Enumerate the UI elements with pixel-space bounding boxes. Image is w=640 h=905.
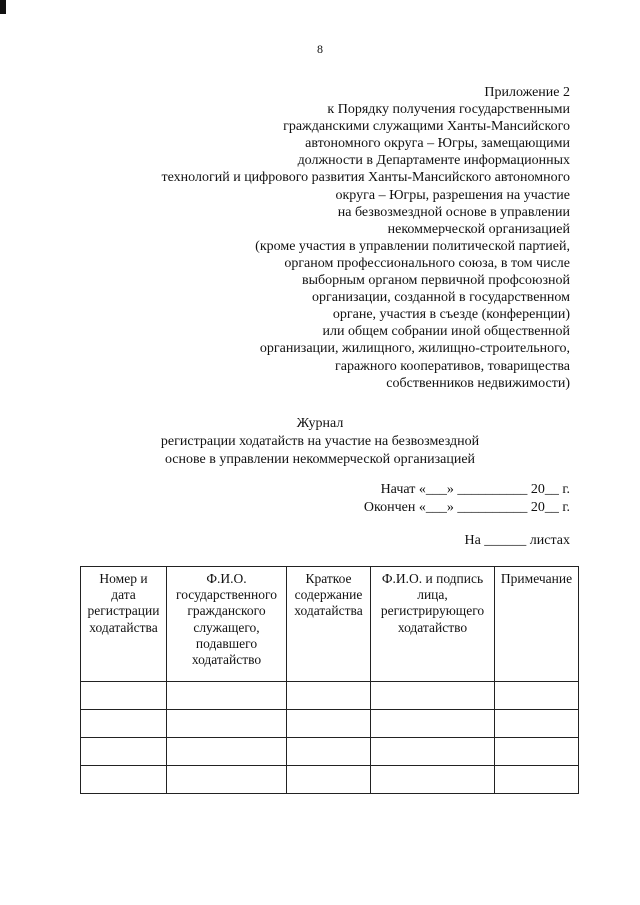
table-cell [81, 682, 167, 710]
table-row [81, 682, 579, 710]
appendix-line: организации, жилищного, жилищно-строительного, [259, 341, 570, 357]
table-cell [167, 682, 287, 710]
table-cell [371, 710, 495, 738]
appendix-line: Приложение 2 [484, 85, 570, 100]
sheet-count-line: На ______ листах [464, 533, 570, 548]
appendix-line: гаражного кооперативов, товарищества [335, 358, 570, 374]
table-cell [167, 738, 287, 766]
journal-dates [364, 481, 570, 517]
journal-title-block [0, 415, 640, 469]
registration-table [80, 566, 579, 794]
journal-subtitle-line: регистрации ходатайств на участие на безвозмездной [160, 434, 480, 449]
appendix-line: к Порядку получения государственными [327, 102, 570, 118]
appendix-header [100, 84, 570, 392]
table-row [81, 738, 579, 766]
table-cell [287, 738, 371, 766]
table-cell [167, 766, 287, 794]
table-cell [371, 738, 495, 766]
table-cell [371, 766, 495, 794]
table-cell [495, 766, 579, 794]
appendix-line: собственников недвижимости) [386, 375, 570, 391]
appendix-line: некоммерческой организацией [387, 221, 570, 237]
page-number: 8 [317, 42, 323, 56]
table-header-row [81, 567, 579, 682]
appendix-line: технологий и цифрового развития Ханты-Мансийского автономного [161, 170, 570, 186]
header-applicant-name: Ф.И.О. государственного гражданского служащего, подавшего ходатайство [167, 567, 287, 682]
appendix-line: округа – Югры, разрешения на участие [335, 187, 570, 203]
appendix-line: на безвозмездной основе в управлении [337, 204, 570, 220]
table-row [81, 710, 579, 738]
header-note: Примечание [495, 567, 579, 682]
table-cell [81, 710, 167, 738]
journal-title: Журнал [296, 416, 344, 431]
table-row [81, 766, 579, 794]
header-summary: Краткое содержание ходатайства [287, 567, 371, 682]
table-cell [287, 766, 371, 794]
table-cell [495, 710, 579, 738]
table-cell [371, 682, 495, 710]
start-date-line: Начат «___» __________ 20__ г. [380, 482, 570, 497]
appendix-line: (кроме участия в управлении политической партией, [255, 238, 570, 254]
header-number-date: Номер и дата регистрации ходатайства [81, 567, 167, 682]
table-cell [495, 682, 579, 710]
end-date-line: Окончен «___» __________ 20__ г. [363, 500, 570, 515]
table-cell [81, 766, 167, 794]
appendix-line: организации, созданной в государственном [312, 290, 570, 306]
header-registrar: Ф.И.О. и подпись лица, регистрирующего ходатайство [371, 567, 495, 682]
appendix-line: выборным органом первичной профсоюзной [301, 273, 570, 289]
appendix-line: должности в Департаменте информационных [297, 153, 570, 169]
appendix-line: гражданскими служащими Ханты-Мансийского [283, 119, 570, 135]
table-cell [287, 710, 371, 738]
journal-subtitle-line: основе в управлении некоммерческой организацией [164, 452, 476, 467]
table-cell [495, 738, 579, 766]
appendix-line: автономного округа – Югры, замещающими [305, 136, 570, 152]
table-cell [287, 682, 371, 710]
table-cell [81, 738, 167, 766]
appendix-line: органе, участия в съезде (конференции) [332, 307, 570, 323]
table-cell [167, 710, 287, 738]
appendix-line: или общем собрании иной общественной [322, 324, 570, 340]
corner-scan-mark [0, 0, 6, 14]
appendix-line: органом профессионального союза, в том числе [284, 255, 570, 271]
